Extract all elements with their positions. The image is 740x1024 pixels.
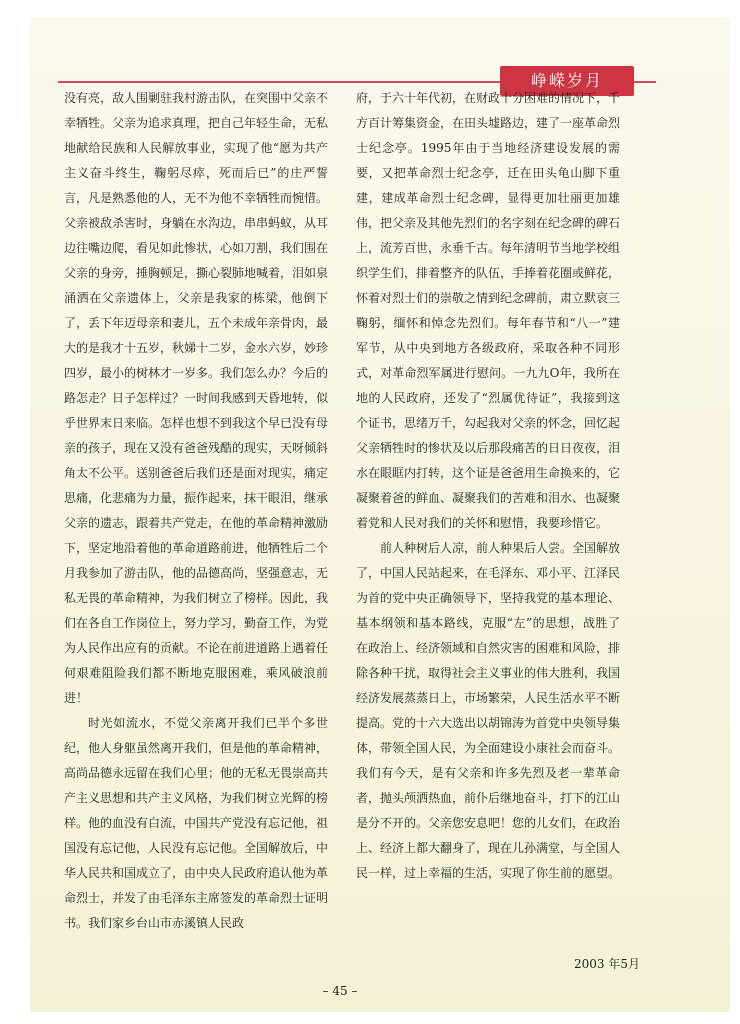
article-date: 2003 年5月 bbox=[574, 957, 640, 971]
right-paragraph-1: 府，于六十年代初，在财政十分困难的情况下，千方百计筹集资金，在田头墟路边，建了一座革命烈士纪念亭。1995年由于当地经济建设发展的需要，又把革命烈士纪念亭，迁在田头龟山脚下重建，建成革命烈士纪念碑，显得更加壮丽更加雄伟，把父亲及其他先烈们的名字刻在纪念碑的碑石上，流芳百世，永垂千古。每年清明节当地学校组织学生们，排着整齐的队伍，手捧着花圈或鲜花，怀着对烈士们的崇敬之情到纪念碑前，肃立默哀三鞠躬，缅怀和悼念先烈们。每年春节和“八一”建军节，从中央到地方各级政府，采取各种不同形式，对革命烈军属进行慰问。一九九O年，我所在地的人民政府，还发了“烈属优待证”，我接到这个证书，思绪万千，勾起我对父亲的怀念，回忆起父亲牺牲时的惨状及以后那段痛苦的日日夜夜，泪水在眼眶内打转，这个证是爸爸用生命换来的，它凝聚着爸的鲜血、凝聚我们的苦难和泪水、也凝聚着党和人民对我们的关怀和慰惜，我要珍惜它。 bbox=[356, 91, 620, 530]
section-tag: 峥嵘岁月 bbox=[500, 66, 634, 96]
left-column bbox=[64, 86, 328, 966]
right-column bbox=[356, 86, 620, 966]
right-paragraph-2: 前人种树后人凉，前人种果后人尝。全国解放了，中国人民站起来，在毛泽东、邓小平、江泽民为首的党中央正确领导下，坚持我党的基本理论、基本纲领和基本路线，克服“左”的思想，战胜了在政治上、经济领域和自然灾害的困难和风险，排除各种干扰，取得社会主义事业的伟大胜利，我国经济发展蒸蒸日上，市场繁荣，人民生活水平不断提高。党的十六大选出以胡锦涛为首党中央领导集体，带领全国人民，为全面建设小康社会而奋斗。我们有今天，是有父亲和许多先烈及老一辈革命者，抛头颅洒热血，前仆后继地奋斗，打下的江山是分不开的。父亲您安息吧！您的儿女们，在政治上、经济上都大翻身了，现在儿孙满堂，与全国人民一样，过上幸福的生活，实现了你生前的愿望。 bbox=[356, 541, 620, 880]
page-number: – 45 – bbox=[322, 984, 358, 998]
left-paragraph-2: 时光如流水，不觉父亲离开我们已半个多世纪，他人身躯虽然离开我们，但是他的革命精神，高尚品德永远留在我们心里；他的无私无畏崇高共产主义思想和共产主义风格，为我们树立光辉的榜样。他的血没有白流，中国共产党没有忘记他，祖国没有忘记他，人民没有忘记他。全国解放后，中华人民共和国成立了，由中央人民政府追认他为革命烈士，并发了由毛泽东主席签发的革命烈士证明书。我们家乡台山市赤溪镇人民政 bbox=[64, 716, 328, 930]
left-paragraph-1: 没有亮，敌人围剿驻我村游击队，在突围中父亲不幸牺牲。父亲为追求真理，把自己年轻生命，无私地献给民族和人民解放事业，实现了他“愿为共产主义奋斗终生，鞠躬尽瘁，死而后已”的庄严誓言，凡是熟悉他的人，无不为他不幸牺牲而惋惜。父亲被敌杀害时，身躺在水沟边，串串蚂蚁，从耳边往嘴边爬，看见如此惨状，心如刀割，我们围在父亲的身旁，捶胸顿足，撕心裂肺地喊着，泪如泉涌洒在父亲遗体上，父亲是我家的栋梁，他倒下了，丢下年迈母亲和妻儿，五个未成年亲骨肉，最大的是我才十五岁，秋娣十二岁，金水六岁，妙珍四岁，最小的树林才一岁多。我们怎么办？今后的路怎走？日子怎样过？一时间我感到天昏地转，似乎世界末日来临。怎样也想不到我这个早已没有母亲的孩子，现在又没有爸爸残酷的现实，天呀倾斜角太不公平。送别爸爸后我们还是面对现实，痛定思痛，化悲痛为力量，振作起来，抹干眼泪，继承父亲的遗志，跟着共产党走，在他的革命精神激励下，坚定地沿着他的革命道路前进，他牺牲后二个月我参加了游击队，他的品德高尚，坚强意志，无私无畏的革命精神，为我们树立了榜样。因此，我们在各自工作岗位上，努力学习，勤奋工作，为党为人民作出应有的贡献。不论在前进道路上遇着任何艰难阻险我们都不断地克服困难，乘风破浪前进！ bbox=[64, 91, 328, 705]
magazine-page bbox=[30, 18, 730, 1012]
